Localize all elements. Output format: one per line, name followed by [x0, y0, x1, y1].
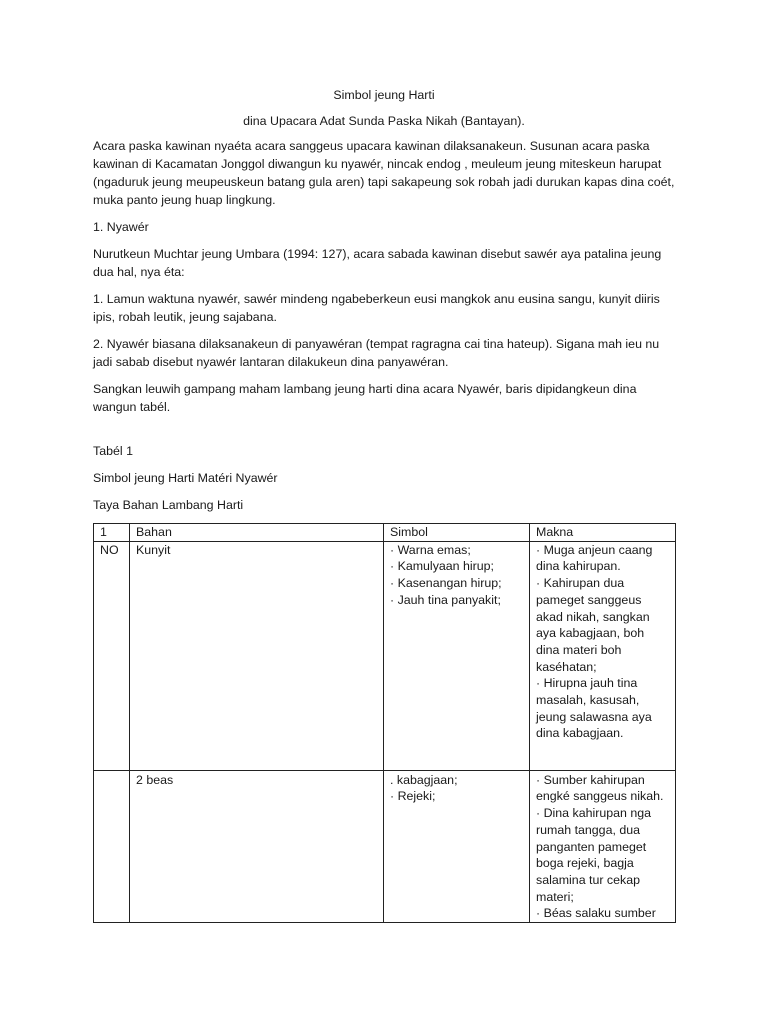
document-subtitle: dina Upacara Adat Sunda Paska Nikah (Bantayan).	[243, 114, 525, 128]
cell-no	[94, 770, 130, 922]
table-row	[94, 770, 676, 922]
cell-bahan: Kunyit	[130, 541, 384, 770]
makna-item: · Kahirupan dua pameget sanggeus akad nikah, sangkan aya kabagjaan, boh dina materi boh kaséhatan;	[536, 576, 650, 674]
makna-item: · Muga anjeun caang dina kahirupan.	[536, 542, 653, 574]
cell-simbol	[384, 770, 530, 922]
table-subcaption: Taya Bahan Lambang Harti	[93, 498, 244, 512]
simbol-item: . kabagjaan;	[390, 772, 458, 787]
cell-simbol	[384, 541, 530, 770]
header-cell-bahan: Bahan	[130, 524, 384, 542]
simbol-item: · Kamulyaan hirup;	[390, 559, 494, 574]
intro-paragraph: Acara paska kawinan nyaéta acara sanggeus upacara kawinan dilaksanakeun. Susunan acara paska kawinan di Kacamatan Jonggol diwangun ku nyawér, nincak endog , meuleum jeung miteskeun harupat (ngaduruk jeung meupeuskeun batang gula aren) tapi sakapeung sok robah jadi durukan kapas dina coét, muka panto jeung huap lingkung.	[93, 139, 675, 207]
simbol-item: · Warna emas;	[390, 542, 471, 557]
simbol-item: · Jauh tina panyakit;	[390, 592, 501, 607]
closing-paragraph: Sangkan leuwih gampang maham lambang jeung harti dina acara Nyawér, baris dipidangkeun dina wangun tabél.	[93, 382, 637, 414]
section-heading: 1. Nyawér	[93, 220, 149, 234]
cell-makna	[530, 541, 676, 770]
makna-item: · Dina kahirupan nga rumah tangga, dua panganten pameget boga rejeki, bagja salamina tur cekap materi;	[536, 806, 652, 904]
makna-item: · Sumber kahirupan engké sanggeus nikah.	[536, 772, 664, 804]
point-one-paragraph: 1. Lamun waktuna nyawér, sawér mindeng ngabeberkeun eusi mangkok anu eusina sangu, kunyit diiris ipis, robah leutik, jeung sajabana.	[93, 292, 660, 324]
document-title: Simbol jeung Harti	[333, 88, 435, 102]
header-cell-simbol: Simbol	[384, 524, 530, 542]
cell-no: NO	[94, 541, 130, 770]
simbol-item: · Rejeki;	[390, 789, 436, 804]
table-label: Tabél 1	[93, 444, 133, 458]
point-two-paragraph: 2. Nyawér biasana dilaksanakeun di panyawéran (tempat ragragna cai tina hateup). Sigana mah ieu nu jadi sabab disebut nyawér lantaran dilakukeun dina panyawéran.	[93, 337, 660, 369]
document-body	[93, 86, 675, 923]
simbol-item: · Kasenangan hirup;	[390, 576, 502, 591]
table-caption: Simbol jeung Harti Matéri Nyawér	[93, 471, 278, 485]
table-row	[94, 541, 676, 770]
cell-makna	[530, 770, 676, 922]
source-paragraph: Nurutkeun Muchtar jeung Umbara (1994: 127), acara sabada kawinan disebut sawér aya patalina jeung dua hal, nya éta:	[93, 247, 662, 279]
makna-item: · Béas salaku sumber	[536, 906, 656, 921]
header-cell-makna: Makna	[530, 524, 676, 542]
header-cell-number: 1	[94, 524, 130, 542]
makna-item: · Hirupna jauh tina masalah, kasusah, jeung salawasna aya dina kabagjaan.	[536, 676, 652, 741]
table-header-row	[94, 524, 676, 542]
cell-bahan: 2 beas	[130, 770, 384, 922]
symbol-table	[93, 523, 676, 923]
